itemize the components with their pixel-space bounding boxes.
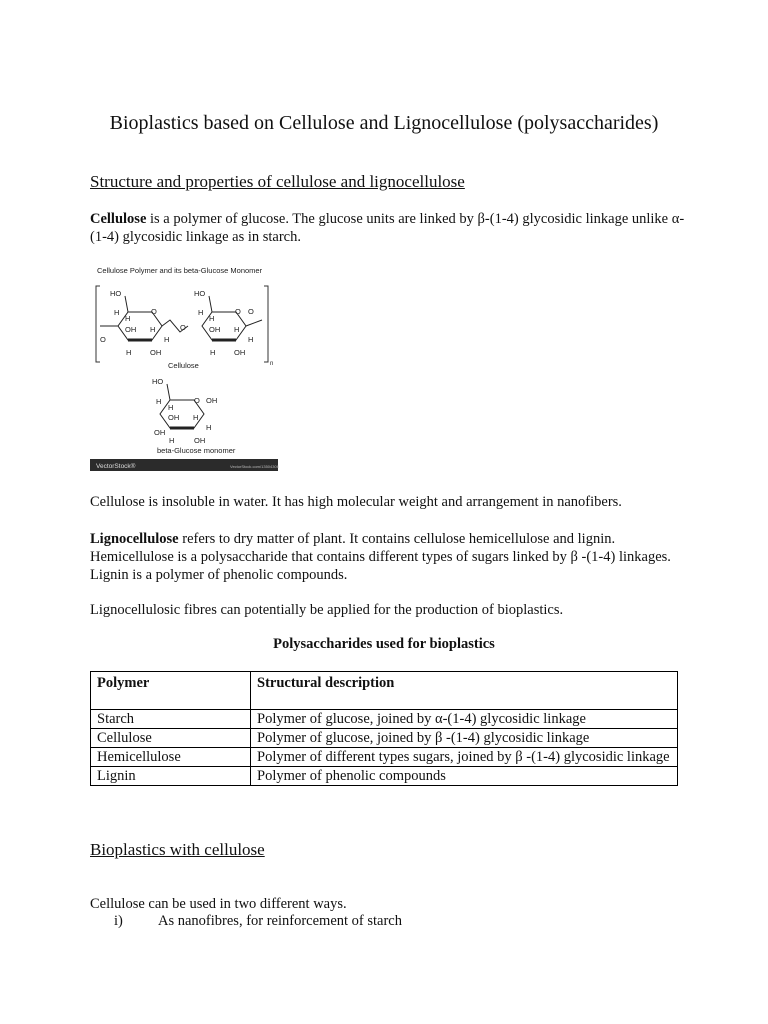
svg-text:O: O <box>194 396 200 405</box>
svg-text:O: O <box>235 307 241 316</box>
table-cell-polymer: Starch <box>91 710 251 729</box>
table-header-polymer: Polymer <box>91 672 251 710</box>
svg-text:H: H <box>209 314 215 323</box>
subscript-n: n <box>270 361 274 367</box>
paragraph-cellulose-text: is a polymer of glucose. The glucose units are linked by β-(1-4) glycosidic linkage unlike α-(1-4) glycosidic linkage as in starch. <box>90 211 685 245</box>
svg-text:OH: OH <box>168 413 180 422</box>
svg-text:O: O <box>180 323 186 332</box>
list-item <box>114 913 402 930</box>
svg-text:H: H <box>168 403 174 412</box>
table-row <box>91 710 678 729</box>
svg-text:OH: OH <box>194 436 206 445</box>
paragraph-insoluble: Cellulose is insoluble in water. It has high molecular weight and arrangement in nanofibers. <box>90 494 622 510</box>
table-caption: Polysaccharides used for bioplastics <box>273 636 495 652</box>
table-header-row <box>91 672 678 710</box>
table-row <box>91 729 678 748</box>
list-item-text: As nanofibres, for reinforcement of starch <box>158 913 402 929</box>
svg-text:H: H <box>234 325 240 334</box>
svg-text:H: H <box>169 436 175 445</box>
svg-text:H: H <box>248 335 254 344</box>
figure-caption: Cellulose Polymer and its beta-Glucose Monomer <box>97 266 263 275</box>
svg-text:O: O <box>248 307 254 316</box>
paragraph-two-ways: Cellulose can be used in two different ways. <box>90 896 347 912</box>
svg-text:HO: HO <box>194 289 206 298</box>
section-heading-structure: Structure and properties of cellulose and lignocellulose <box>90 172 465 191</box>
svg-text:H: H <box>164 335 170 344</box>
table-cell-polymer: Hemicellulose <box>91 748 251 767</box>
paragraph-cellulose <box>90 210 690 246</box>
svg-text:OH: OH <box>150 348 162 357</box>
cellulose-structure-figure <box>90 262 280 474</box>
figure-footer-brand: VectorStock® <box>96 463 136 470</box>
term-cellulose: Cellulose <box>90 211 147 227</box>
table-header-description: Structural description <box>251 672 678 710</box>
paragraph-lignocellulose <box>90 530 690 584</box>
list-item-number: i) <box>114 913 123 929</box>
paragraph-lignocellulosic-fibres: Lignocellulosic fibres can potentially be applied for the production of bioplastics. <box>90 602 564 618</box>
section-heading-bioplastics-cellulose: Bioplastics with cellulose <box>90 840 265 859</box>
table-cell-polymer: Lignin <box>91 767 251 786</box>
table-cell-description: Polymer of glucose, joined by β -(1-4) glycosidic linkage <box>251 729 678 748</box>
svg-text:H: H <box>150 325 156 334</box>
svg-text:H: H <box>198 308 204 317</box>
term-lignocellulose: Lignocellulose <box>90 531 179 547</box>
paragraph-lignocellulose-text: refers to dry matter of plant. It contains cellulose hemicellulose and lignin. Hemicellulose is a polysaccharide that contains different types of sugars linked by β -(1-4) linkages. Lignin is a polymer of phenolic compounds. <box>90 531 671 583</box>
svg-text:H: H <box>210 348 216 357</box>
table-row <box>91 748 678 767</box>
figure-footer-url: VectorStock.com/13504306 <box>230 464 279 469</box>
svg-text:OH: OH <box>209 325 221 334</box>
table-row <box>91 767 678 786</box>
svg-text:OH: OH <box>154 428 166 437</box>
svg-text:HO: HO <box>152 377 164 386</box>
page-title: Bioplastics based on Cellulose and Lignocellulose (polysaccharides) <box>109 112 659 134</box>
svg-text:HO: HO <box>110 289 122 298</box>
table-cell-description: Polymer of glucose, joined by α-(1-4) glycosidic linkage <box>251 710 678 729</box>
label-cellulose: Cellulose <box>168 361 199 370</box>
svg-text:H: H <box>125 314 131 323</box>
polysaccharides-table <box>90 671 678 786</box>
label-beta-glucose: beta-Glucose monomer <box>157 446 236 455</box>
svg-text:H: H <box>126 348 132 357</box>
svg-text:OH: OH <box>234 348 246 357</box>
svg-text:O: O <box>100 335 106 344</box>
table-cell-description: Polymer of different types sugars, joined by β -(1-4) glycosidic linkage <box>251 748 678 767</box>
table-cell-polymer: Cellulose <box>91 729 251 748</box>
svg-text:H: H <box>114 308 120 317</box>
svg-text:OH: OH <box>125 325 137 334</box>
svg-text:H: H <box>193 413 199 422</box>
svg-text:H: H <box>156 397 162 406</box>
svg-text:H: H <box>206 423 212 432</box>
svg-text:O: O <box>151 307 157 316</box>
svg-text:OH: OH <box>206 396 218 405</box>
table-cell-description: Polymer of phenolic compounds <box>251 767 678 786</box>
